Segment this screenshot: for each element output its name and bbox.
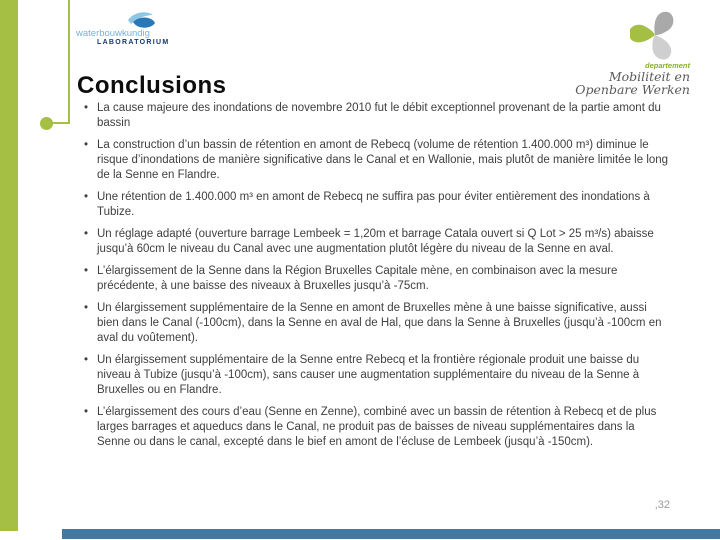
bullet-item: • La construction d’un bassin de rétention en amont de Rebecq (volume de rétention 1.400.000 m³) diminue le risque d’inondations de manière significative dans le Canal et en Wallonie, mais plutôt de manière limitée le long de la Senne en Flandre. — [84, 138, 670, 183]
bullet-item: • Un élargissement supplémentaire de la Senne entre Rebecq et la frontière régionale produit une baisse du niveau à Tubize (jusqu’à -100cm), sans causer une augmentation supplémentaire du niveau de la Senne à Bruxelles ou en Flandre. — [84, 353, 670, 398]
logo-right-department-label: departement — [644, 61, 690, 70]
accent-dot — [40, 117, 53, 130]
bullet-list — [84, 101, 670, 457]
bullet-item: • Un élargissement supplémentaire de la Senne en amont de Bruxelles mène à une baisse significative, aussi bien dans le Canal (-100cm), dans la Senne en aval de Hal, que dans la Senne à Bruxelles (jusqu’à -100cm en aval du voûtement). — [84, 301, 670, 346]
logo-right-line2: Openbare Werken — [575, 82, 690, 97]
bottom-accent-bar — [62, 529, 720, 539]
slide-title: Conclusions — [77, 72, 227, 100]
bullet-item: • La cause majeure des inondations de novembre 2010 fut le débit exceptionnel provenant de la partie amont du bassin — [84, 101, 670, 131]
bullet-item: • L’élargissement de la Senne dans la Région Bruxelles Capitale mène, en combinaison avec la mesure précédente, à une baisse des niveaux à Bruxelles jusqu’à -75cm. — [84, 264, 670, 294]
accent-vertical-line — [68, 0, 70, 123]
bullet-item: • Un réglage adapté (ouverture barrage Lembeek = 1,20m et barrage Catala ouvert si Q Lot > 25 m³/s) abaisse jusqu’à 60cm le niveau du Canal avec une augmentation plutôt légère du niveau de la Senne en aval. — [84, 227, 670, 257]
page-number: ,32 — [654, 499, 670, 511]
logo-right-line1: Mobiliteit en — [608, 69, 690, 84]
logo-left-subname: LABORATORIUM — [97, 39, 170, 46]
left-accent-bar — [0, 0, 18, 531]
bullet-item: • Une rétention de 1.400.000 m³ en amont de Rebecq ne suffira pas pour éviter entièrement des inondations à Tubize. — [84, 190, 670, 220]
logo-left-name: waterbouwkundig — [76, 28, 150, 39]
mow-department-logo — [530, 8, 690, 96]
bullet-item: • L’élargissement des cours d’eau (Senne en Zenne), combiné avec un bassin de rétention à Rebecq et de plus larges barrages et aqueducs dans le Canal, ne produit pas de baisses de niveau supplémentaires dans la Senne ou dans le canal, excepté dans le bief en amont de l’écluse de Lembeek (jusqu’à -150cm). — [84, 405, 670, 450]
pinwheel-icon — [630, 8, 680, 60]
